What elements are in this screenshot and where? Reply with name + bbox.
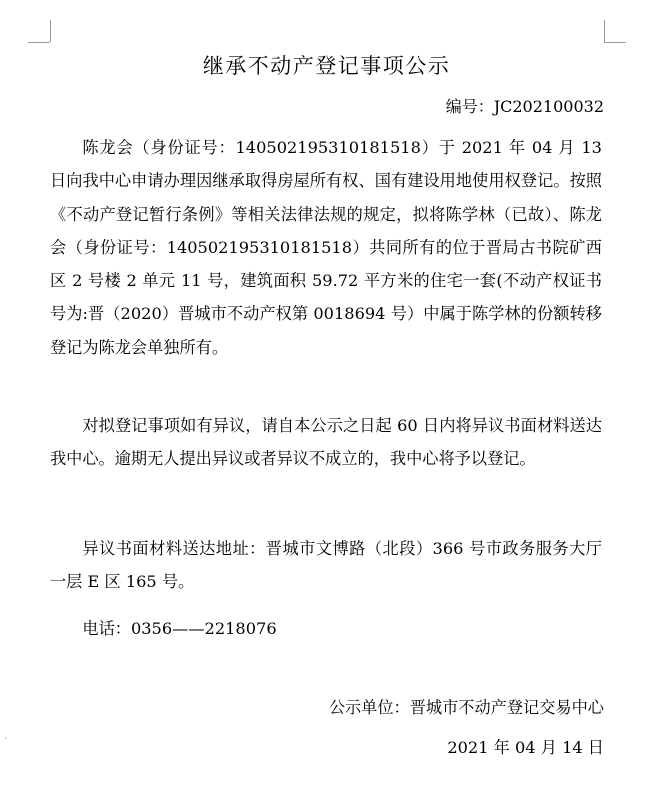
paragraph-phone: 电话：0356——2218076 [82,619,277,638]
paragraph-announcement: 陈龙会（身份证号：140502195310181518）于 2021 年 04 月 13 日向我中心申请办理因继承取得房屋所有权、国有建设用地使用权登记。按照《不动产登记暂行条例》等相关法律法规的规定，拟将陈学林（已故）、陈龙会（身份证号：140502195310181518）共同所有的位于晋局古书院矿西区 2 号楼 2 单元 11 号，建筑面积 59.72 平方米的住宅一套(不动产权证书号为:晋（2020）晋城市不动产权第 0018694 号）中属于陈学林的份额转移登记为陈龙会单独所有。 [50,138,602,357]
paragraph-objection-notice: 对拟登记事项如有异议，请自本公示之日起 60 日内将异议书面材料送达我中心。逾期无人提出异议或者异议不成立的，我中心将予以登记。 [50,416,602,469]
paragraph-objection-address: 异议书面材料送达地址：晋城市文博路（北段）366 号市政务服务大厅一层 E 区 165 号。 [50,539,602,592]
crop-mark-top-right-vertical [604,20,605,42]
margin-marker-icon: ˅ [4,737,8,745]
document-number: 编号：JC202100032 [445,97,604,116]
signature-unit: 公示单位：晋城市不动产登记交易中心 [328,698,604,717]
signature-date: 2021 年 04 月 14 日 [447,738,604,757]
crop-mark-top-right-horizontal [604,42,626,43]
crop-mark-top-left-horizontal [28,42,50,43]
crop-mark-top-left-vertical [50,20,51,42]
document-title: 继承不动产登记事项公示 [202,54,451,78]
